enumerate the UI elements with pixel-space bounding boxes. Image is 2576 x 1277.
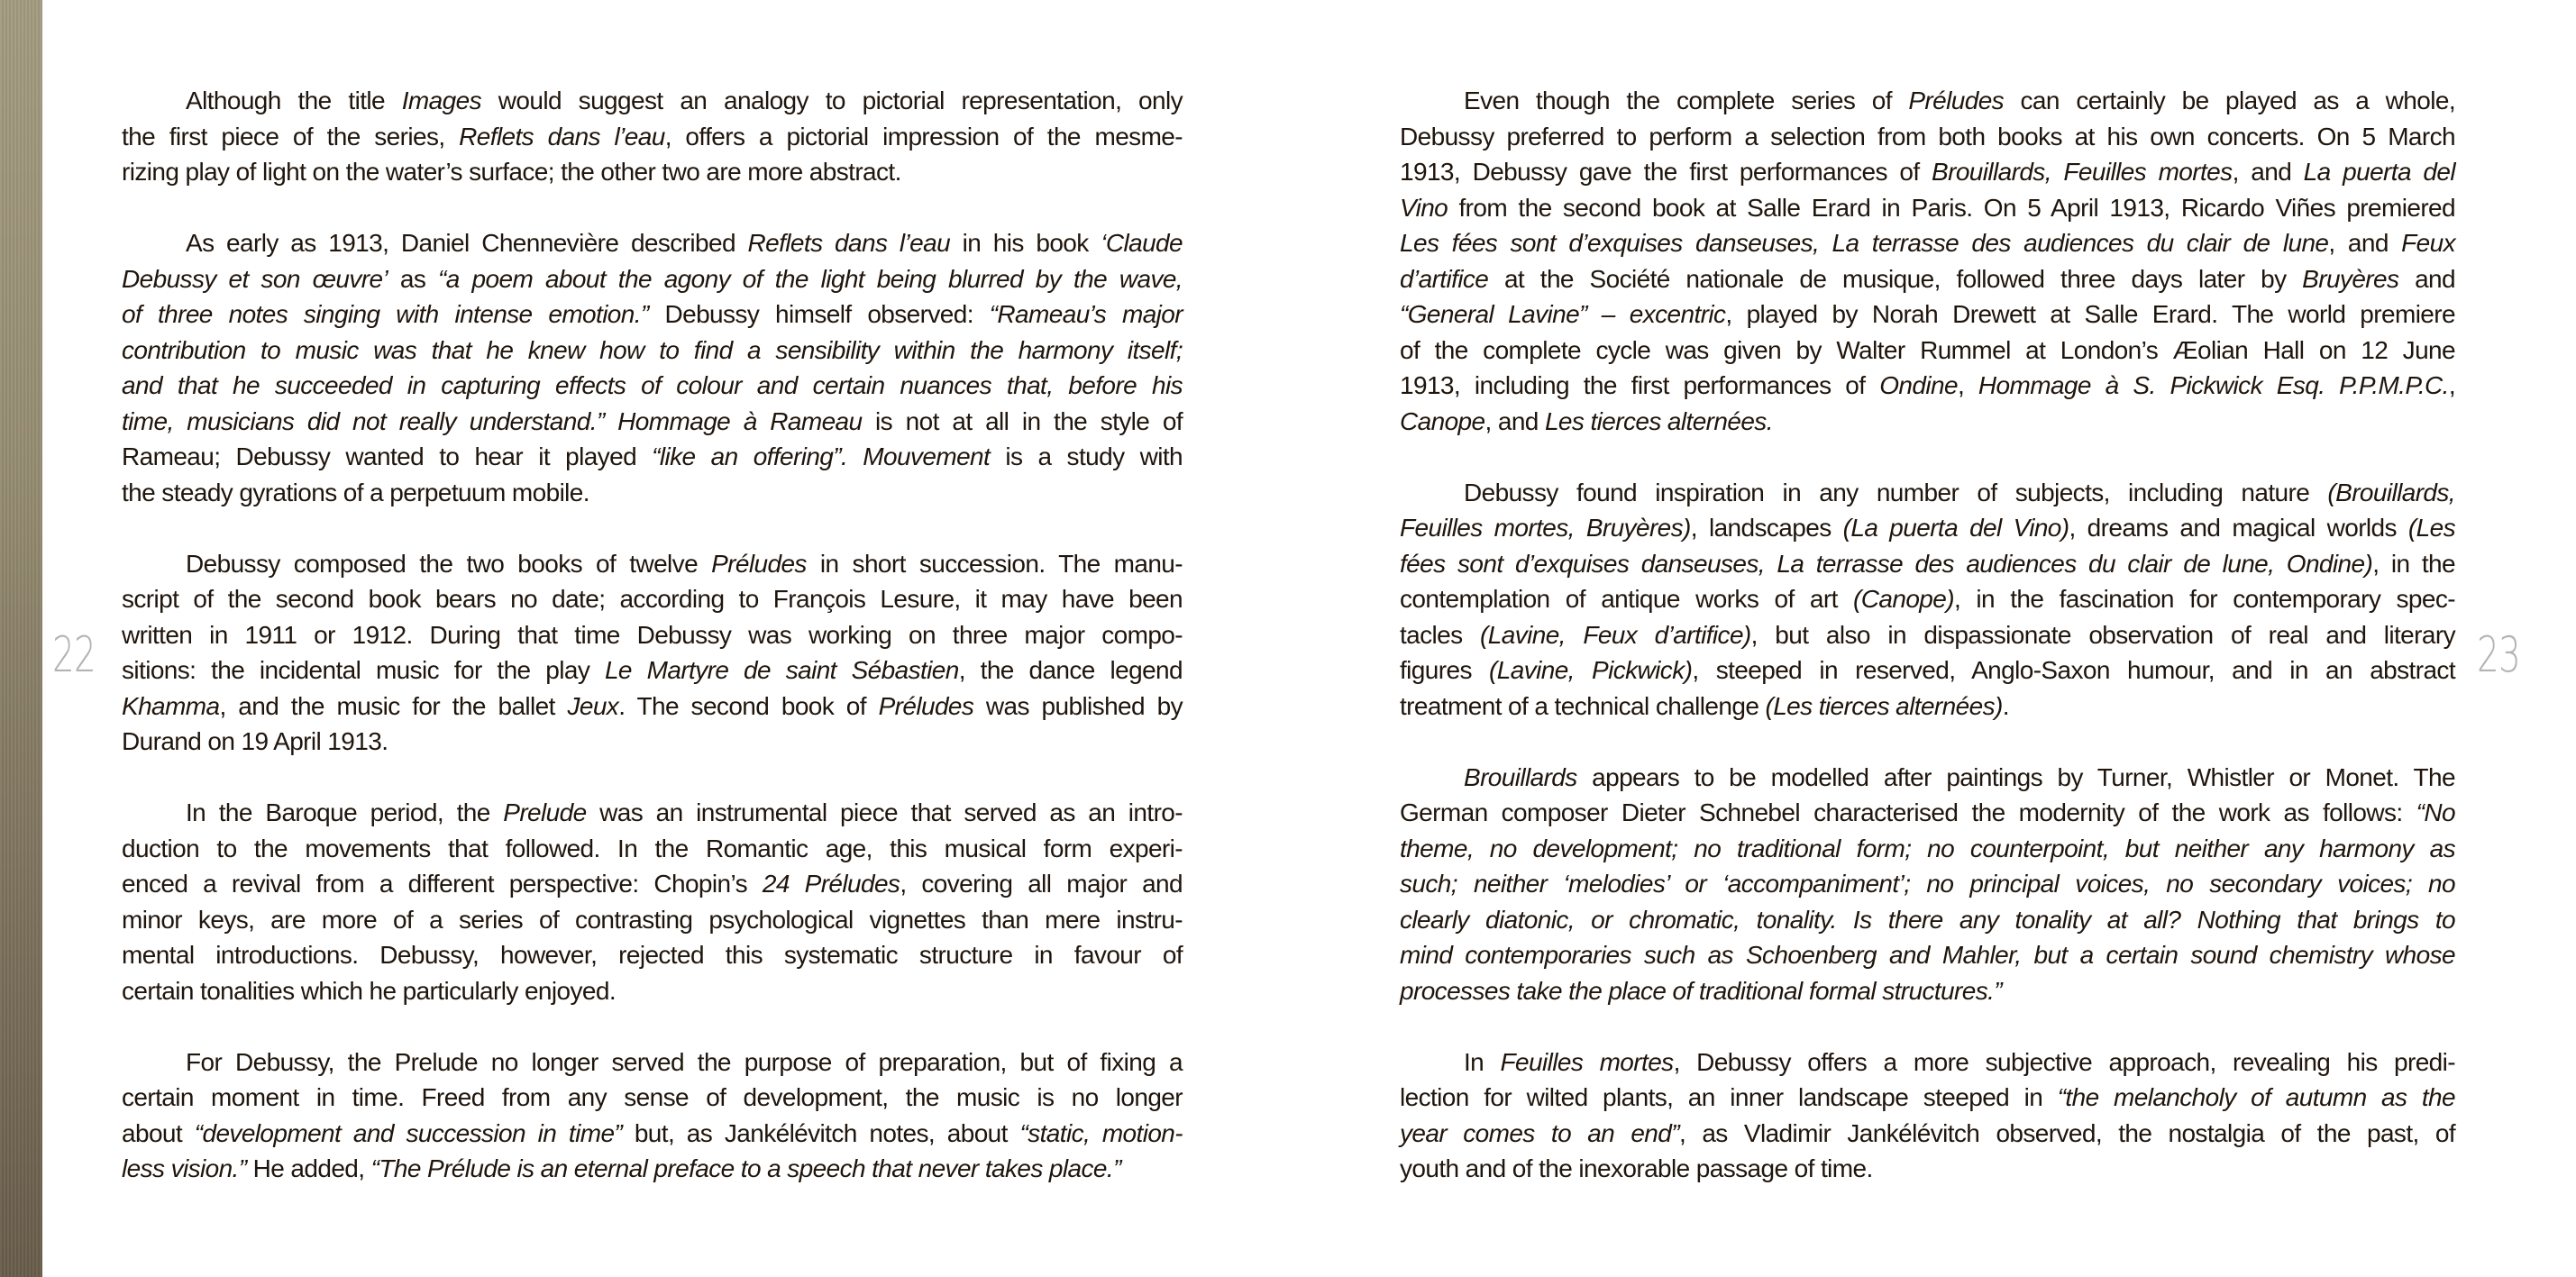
text-run: In the Baroque period, the xyxy=(186,798,504,826)
text-run: , offers a pictorial impression of the mesme- xyxy=(664,122,1183,151)
text-run: sitions: the incidental music for the play xyxy=(122,656,605,684)
italic-run: “Rameau’s major xyxy=(989,300,1183,328)
text-run: of the complete cycle was given by Walter Rummel at London’s Æolian Hall on 12 June xyxy=(1400,335,2455,364)
text-run: 1913, Debussy gave the first performances of xyxy=(1400,158,1932,186)
paragraph xyxy=(1400,760,2455,1009)
text-run: , in the xyxy=(2372,549,2455,578)
text-line xyxy=(122,333,1183,369)
text-run: certain moment in time. Freed from any sense of development, the music is no longer xyxy=(122,1083,1183,1111)
text-line xyxy=(122,831,1183,867)
text-run: , covering all major and xyxy=(900,870,1183,898)
text-line xyxy=(122,475,1183,511)
text-line xyxy=(122,261,1183,297)
text-line xyxy=(1400,333,2455,369)
text-line xyxy=(122,652,1183,689)
text-line xyxy=(1400,296,2455,333)
italic-run: theme, no development; no traditional form; no counterpoint, but neither any harmony as xyxy=(1400,834,2455,862)
text-run: , as Vladimir Jankélévitch observed, the nostalgia of the past, of xyxy=(1678,1118,2455,1147)
italic-run: ‘Claude xyxy=(1101,229,1183,257)
text-run: He added, xyxy=(246,1154,371,1182)
text-line xyxy=(1400,1116,2455,1152)
text-line xyxy=(1400,119,2455,155)
text-run: and xyxy=(2398,264,2455,293)
text-line xyxy=(122,368,1183,404)
paragraph xyxy=(1400,1044,2455,1187)
text-run: in short succession. The manu- xyxy=(806,549,1183,578)
text-line xyxy=(122,937,1183,973)
text-run: Debussy himself observed: xyxy=(648,300,990,328)
text-run: , xyxy=(1957,371,1978,399)
text-run: the first piece of the series, xyxy=(122,122,460,151)
italic-run: less vision.” xyxy=(122,1154,247,1182)
text-line xyxy=(1400,546,2455,582)
italic-run: of three notes singing with intense emotion.” xyxy=(122,300,649,328)
italic-run: and that he succeeded in capturing effects of colour and certain nuances that, before his xyxy=(122,371,1183,399)
italic-run: Préludes xyxy=(878,691,974,720)
italic-run: year comes to an end” xyxy=(1400,1118,1679,1147)
text-run: lection for wilted plants, an inner landscape steeped in xyxy=(1400,1083,2058,1111)
text-line xyxy=(1400,510,2455,546)
text-run: Even though the complete series of xyxy=(1464,87,1909,114)
text-line xyxy=(1400,581,2455,617)
italic-run: Debussy et son œuvre’ xyxy=(122,264,388,293)
italic-run: La puerta del xyxy=(2303,158,2455,186)
text-run: contemplation of antique works of art xyxy=(1400,585,1854,613)
text-line xyxy=(1400,1080,2455,1116)
italic-run: Canope xyxy=(1400,406,1485,435)
text-run: In xyxy=(1464,1047,1501,1076)
text-run: As early as 1913, Daniel Chennevière described xyxy=(185,229,748,257)
text-run: figures xyxy=(1400,656,1490,684)
paragraph xyxy=(122,1044,1183,1187)
italic-run: Brouillards xyxy=(1464,762,1577,791)
text-run: but, as Jankélévitch notes, about xyxy=(622,1118,1020,1147)
text-line xyxy=(1400,1151,2455,1187)
text-run: can certainly be played as a whole, xyxy=(2004,87,2455,114)
text-line xyxy=(1400,1044,2455,1081)
text-run: , xyxy=(2448,371,2455,399)
italic-run: (Les xyxy=(2407,514,2455,542)
text-line xyxy=(1400,154,2455,190)
text-line xyxy=(1400,475,2455,511)
text-run: is not at all in the style of xyxy=(862,406,1183,435)
text-run: is a study with xyxy=(990,442,1183,470)
italic-run: Préludes xyxy=(711,549,807,578)
text-run: treatment of a technical challenge xyxy=(1400,691,1766,720)
italic-run: Bruyères xyxy=(2302,264,2399,293)
italic-run: “the melancholy of autumn as the xyxy=(2057,1083,2455,1111)
page-number-left: 22 xyxy=(52,626,96,683)
text-run: . xyxy=(2002,691,2009,720)
italic-run: Feux xyxy=(2401,229,2455,257)
text-line xyxy=(1400,760,2455,796)
text-line xyxy=(1400,190,2455,226)
text-line xyxy=(1400,973,2455,1009)
text-line xyxy=(1400,404,2455,440)
text-run: script of the second book bears no date; according to François Lesure, it may have been xyxy=(122,585,1183,613)
book-spine-edge xyxy=(0,0,42,1277)
italic-run: (Lavine, Pickwick) xyxy=(1489,656,1693,684)
text-line xyxy=(122,617,1183,653)
text-line xyxy=(1400,937,2455,973)
paragraph xyxy=(122,546,1183,760)
text-run: as xyxy=(388,264,439,293)
text-run: For Debussy, the Prelude no longer served the purpose of preparation, but of fixing a xyxy=(186,1047,1183,1076)
text-line xyxy=(122,689,1183,725)
italic-run: “a poem about the agony of the light being blurred by the wave, xyxy=(438,264,1183,293)
text-line xyxy=(1400,902,2455,938)
text-line xyxy=(122,546,1183,582)
italic-run: Jeux xyxy=(567,691,619,720)
italic-run: time, musicians did not really understand.” Hommage à Rameau xyxy=(122,406,863,435)
text-line xyxy=(1400,795,2455,831)
text-run: the steady gyrations of a perpetuum mobile. xyxy=(122,478,589,506)
italic-run: Feuilles mortes xyxy=(1500,1047,1674,1076)
text-line xyxy=(1400,617,2455,653)
text-line xyxy=(1400,368,2455,404)
text-run: German composer Dieter Schnebel characterised the modernity of the work as follows: xyxy=(1400,798,2416,826)
text-line xyxy=(122,581,1183,617)
text-line xyxy=(122,1116,1183,1152)
text-run: , dreams and magical worlds xyxy=(2069,514,2408,542)
text-run: youth and of the inexorable passage of time. xyxy=(1400,1154,1873,1182)
text-run: . The second book of xyxy=(618,691,879,720)
text-run: , and the music for the ballet xyxy=(219,691,568,720)
text-run: Although the title xyxy=(186,87,402,114)
paragraph xyxy=(122,795,1183,1008)
italic-run: fées sont d’exquises danseuses, La terrasse des audiences du clair de lune, Ondine) xyxy=(1400,549,2373,578)
text-line xyxy=(1400,689,2455,725)
paragraph xyxy=(1400,83,2455,439)
text-line xyxy=(122,296,1183,333)
text-line xyxy=(1400,83,2455,119)
text-run: , in the fascination for contemporary spec- xyxy=(1953,585,2455,613)
text-line xyxy=(1400,652,2455,689)
text-run: in his book xyxy=(950,229,1101,257)
text-run: 1913, including the first performances of xyxy=(1400,371,1880,399)
italic-run: “development and succession in time” xyxy=(194,1118,623,1147)
text-line xyxy=(122,902,1183,938)
italic-run: “General Lavine” – excentric xyxy=(1400,300,1726,328)
text-run: Rameau; Debussy wanted to hear it played xyxy=(122,442,653,470)
text-run: , but also in dispassionate observation of real and literary xyxy=(1750,620,2455,649)
text-run: , played by Norah Drewett at Salle Erard. The world premiere xyxy=(1725,300,2455,328)
italic-run: Ondine xyxy=(1879,371,1958,399)
paragraph xyxy=(122,83,1183,190)
text-line xyxy=(122,404,1183,440)
text-run: , and xyxy=(1484,406,1545,435)
text-line xyxy=(1400,831,2455,867)
text-run: , Debussy offers a more subjective approach, revealing his predi- xyxy=(1673,1047,2455,1076)
text-run: duction to the movements that followed. In the Romantic age, this musical form experi- xyxy=(122,834,1183,862)
text-run: Durand on 19 April 1913. xyxy=(122,727,388,755)
text-run: enced a revival from a different perspective: Chopin’s xyxy=(122,870,763,898)
text-run: , steeped in reserved, Anglo-Saxon humour, and in an abstract xyxy=(1692,656,2455,684)
text-run: appears to be modelled after paintings by Turner, Whistler or Monet. The xyxy=(1576,762,2455,791)
italic-run: 24 Préludes xyxy=(762,870,900,898)
text-line xyxy=(122,154,1183,190)
text-line xyxy=(122,119,1183,155)
italic-run: “static, motion- xyxy=(1019,1118,1183,1147)
text-line xyxy=(1400,225,2455,261)
text-line xyxy=(122,724,1183,760)
italic-run: Vino xyxy=(1400,193,1448,222)
italic-run: Hommage à S. Pickwick Esq. P.P.M.P.C. xyxy=(1978,371,2449,399)
italic-run: (Lavine, Feux d’artifice) xyxy=(1480,620,1751,649)
italic-run: such; neither ‘melodies’ or ‘accompaniment’; no principal voices, no secondary voices; no xyxy=(1400,870,2455,898)
text-run: , and xyxy=(2328,229,2402,257)
italic-run: Brouillards, Feuilles mortes xyxy=(1932,158,2233,186)
italic-run: “No xyxy=(2416,798,2455,826)
italic-run: Feuilles mortes, Bruyères) xyxy=(1400,514,1691,542)
paragraph xyxy=(1400,475,2455,725)
page-number-right: 23 xyxy=(2477,626,2521,683)
italic-run: “The Prélude is an eternal preface to a speech that never takes place.” xyxy=(370,1154,1121,1182)
text-run: written in 1911 or 1912. During that time Debussy was working on three major compo- xyxy=(122,620,1183,649)
text-line xyxy=(122,866,1183,902)
text-run: tacles xyxy=(1400,620,1481,649)
italic-run: Les fées sont d’exquises danseuses, La terrasse des audiences du clair de lune xyxy=(1400,229,2329,257)
text-run: certain tonalities which he particularly enjoyed. xyxy=(122,976,617,1005)
italic-run: (Les tierces alternées) xyxy=(1765,691,2003,720)
italic-run: Le Martyre de saint Sébastien xyxy=(604,656,959,684)
text-run: was an instrumental piece that served as an intro- xyxy=(586,798,1183,826)
italic-run: clearly diatonic, or chromatic, tonality. Is there any tonality at all? Nothing that brings to xyxy=(1400,905,2455,934)
italic-run: (Brouillards, xyxy=(2327,478,2455,506)
italic-run: Préludes xyxy=(1908,87,2005,114)
text-run: , landscapes xyxy=(1690,514,1843,542)
right-page-text xyxy=(1400,83,2455,1222)
text-run: rizing play of light on the water’s surface; the other two are more abstract. xyxy=(122,158,901,186)
italic-run: Reflets dans l’eau xyxy=(459,122,665,151)
text-line xyxy=(122,1044,1183,1081)
text-run: from the second book at Salle Erard in Paris. On 5 April 1913, Ricardo Viñes premiered xyxy=(1448,193,2455,222)
italic-run: Les tierces alternées. xyxy=(1544,406,1773,435)
text-run: Debussy preferred to perform a selection from both books at his own concerts. On 5 March xyxy=(1400,122,2455,151)
text-line xyxy=(122,1151,1183,1187)
text-run: minor keys, are more of a series of contrasting psychological vignettes than mere instru- xyxy=(122,905,1183,934)
text-run: , the dance legend xyxy=(958,656,1183,684)
text-run: Debussy composed the two books of twelve xyxy=(186,549,712,578)
italic-run: Reflets dans l’eau xyxy=(747,229,951,257)
text-line xyxy=(1400,866,2455,902)
text-line xyxy=(1400,261,2455,297)
italic-run: Khamma xyxy=(122,691,220,720)
text-line xyxy=(122,1080,1183,1116)
text-run: Debussy found inspiration in any number of subjects, including nature xyxy=(1464,478,2328,506)
italic-run: (Canope) xyxy=(1853,585,1954,613)
italic-run: Images xyxy=(401,87,481,114)
paragraph xyxy=(122,225,1183,510)
text-run: would suggest an analogy to pictorial representation, only xyxy=(480,87,1183,114)
left-page-text xyxy=(122,83,1183,1222)
text-line xyxy=(122,83,1183,119)
italic-run: “like an offering”. Mouvement xyxy=(652,442,991,470)
text-line xyxy=(122,795,1183,831)
text-line xyxy=(122,439,1183,475)
text-run: mental introductions. Debussy, however, rejected this systematic structure in favour of xyxy=(122,941,1183,969)
text-line xyxy=(122,225,1183,261)
italic-run: Prelude xyxy=(503,798,587,826)
italic-run: (La puerta del Vino) xyxy=(1842,514,2069,542)
text-run: about xyxy=(122,1118,195,1147)
italic-run: mind contemporaries such as Schoenberg and Mahler, but a certain sound chemistry whose xyxy=(1400,941,2455,969)
text-line xyxy=(122,973,1183,1009)
italic-run: processes take the place of traditional formal structures.” xyxy=(1400,976,2003,1005)
text-run: was published by xyxy=(973,691,1183,720)
italic-run: contribution to music was that he knew how to find a sensibility within the harmony itself; xyxy=(122,335,1183,364)
text-run: , and xyxy=(2232,158,2304,186)
italic-run: d’artifice xyxy=(1400,264,1489,293)
text-run: at the Société nationale de musique, followed three days later by xyxy=(1488,264,2303,293)
